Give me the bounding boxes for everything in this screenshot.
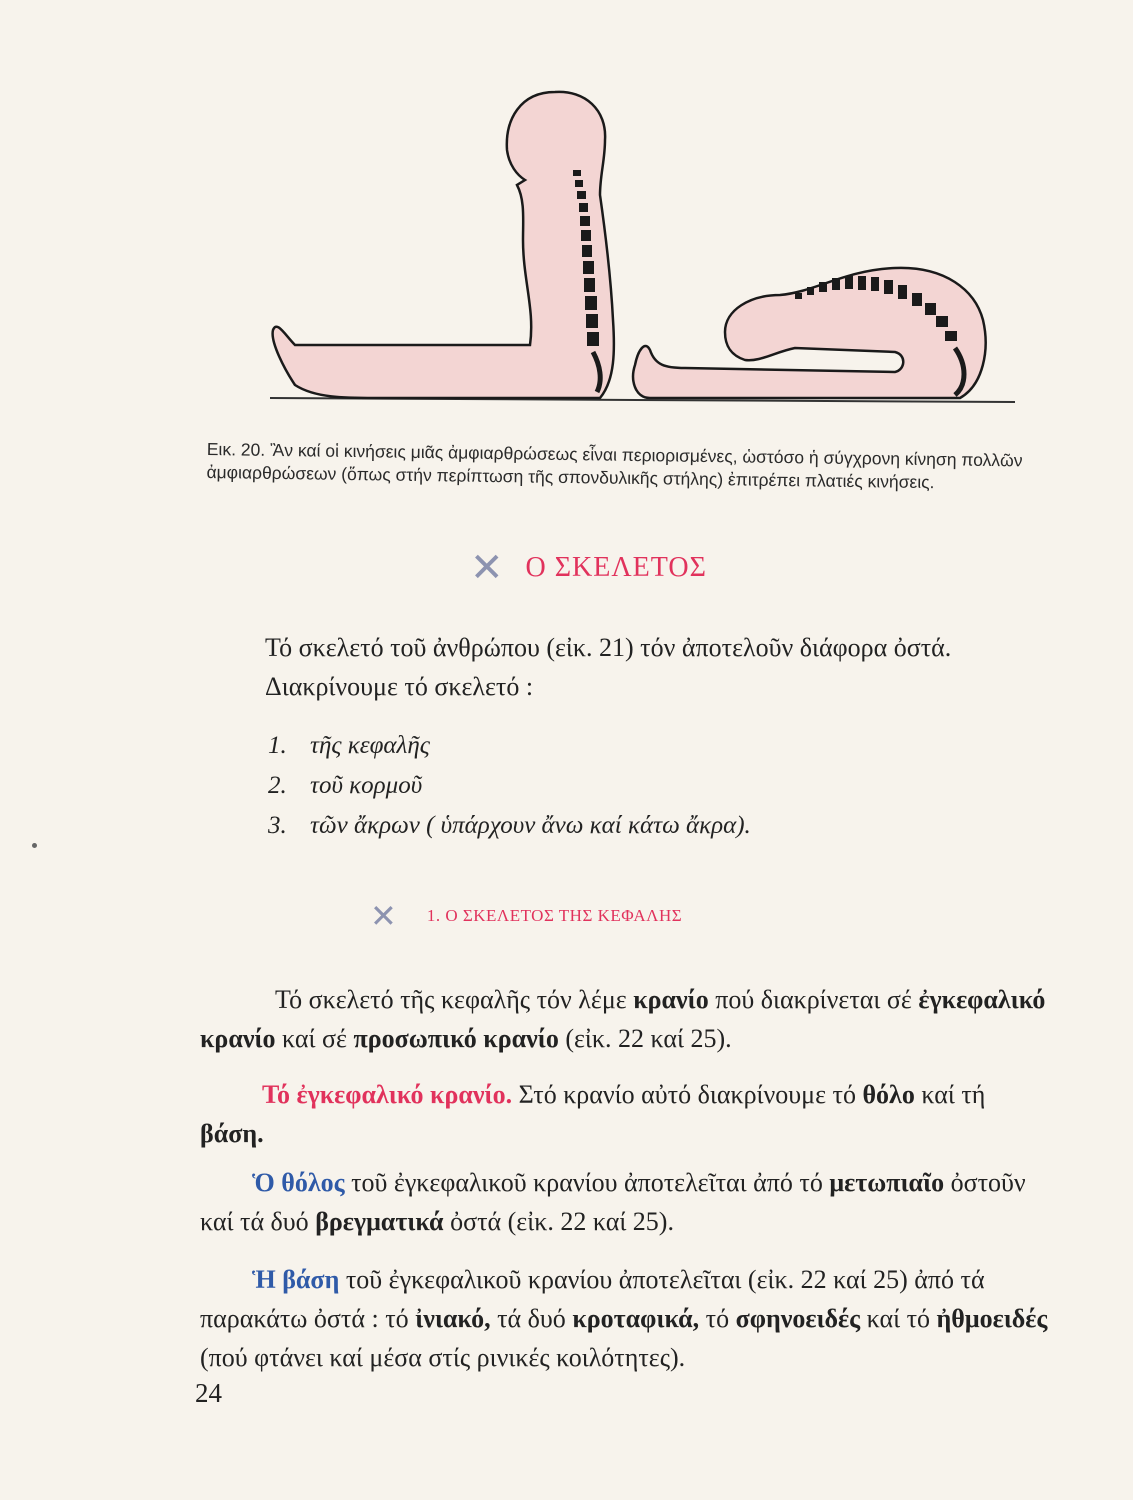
skeleton-parts-list: [268, 726, 751, 846]
spine-illustration: [255, 80, 1025, 415]
paragraph-head-skeleton: Τό σκελετό τῆς κεφαλῆς τόν λέμε κρανίο πού διακρίνεται σέ ἐγκεφαλικό κρανίο καί σέ προσωπικό κρανίο (εἰκ. 22 καί 25).: [200, 985, 1046, 1053]
sitting-figure: [273, 92, 614, 398]
figure-caption: Εικ. 20. Ἂν καί οἱ κινήσεις μιᾶς ἀμφιαρθρώσεως εἶναι περιορισμένες, ὡστόσο ἡ σύγχρονη κίνηση πολλῶν ἀμφιαρθρώσεων (ὅπως στήν περίπτωση τῆς σπονδυλικῆς στήλης) ἐπιτρέπει πλατιές κινήσεις.: [206, 438, 1023, 493]
cross-mark-icon: ✕: [370, 897, 397, 935]
paragraph-base: Ἡ βάση τοῦ ἐγκεφαλικοῦ κρανίου ἀποτελεῖται (εἰκ. 22 καί 25) ἀπό τά παρακάτω ὀστά : τό ἰνιακό, τά δυό κροταφικά, τό σφηνοειδές καί τό ἠθμοειδές (πού φτάνει καί μέσα στίς ρινικές κοιλότητες).: [200, 1265, 1048, 1372]
term-vault: Ὁ θόλος: [252, 1168, 345, 1197]
intro-paragraph: Τό σκελετό τοῦ ἀνθρώπου (εἰκ. 21) τόν ἀποτελοῦν διάφορα ὀστά. Διακρίνουμε τό σκελετό :: [265, 633, 952, 701]
term-base: Ἡ βάση: [252, 1265, 340, 1294]
paragraph-cranium: Τό ἐγκεφαλικό κρανίο. Στό κρανίο αὐτό διακρίνουμε τό θόλο καί τή βάση.: [200, 1080, 986, 1148]
subsection-title: 1. Ο ΣΚΕΛΕΤΟΣ ΤΗΣ ΚΕΦΑΛΗΣ: [426, 906, 683, 925]
term-cranium: Τό ἐγκεφαλικό κρανίο.: [262, 1080, 513, 1109]
subsection-heading: [370, 897, 683, 935]
margin-dot: [32, 843, 37, 848]
figure-spine-flexion: [255, 80, 1025, 415]
cross-mark-icon: ✕: [470, 545, 504, 591]
list-item: 3. τῶν ἄκρων ( ὑπάρχουν ἄνω καί κάτω ἄκρα).: [268, 812, 751, 839]
section-heading: [470, 545, 707, 591]
section-title: Ο ΣΚΕΛΕΤΟΣ: [525, 552, 707, 583]
paragraph-vault: Ὁ θόλος τοῦ ἐγκεφαλικοῦ κρανίου ἀποτελεῖται ἀπό τό μετωπιαῖο ὀστοῦν καί τά δυό βρεγματικά ὀστά (εἰκ. 22 καί 25).: [200, 1168, 1026, 1236]
list-item: 1. τῆς κεφαλῆς: [268, 732, 430, 759]
list-item: 2. τοῦ κορμοῦ: [268, 772, 423, 799]
page-number: 24: [195, 1378, 222, 1408]
